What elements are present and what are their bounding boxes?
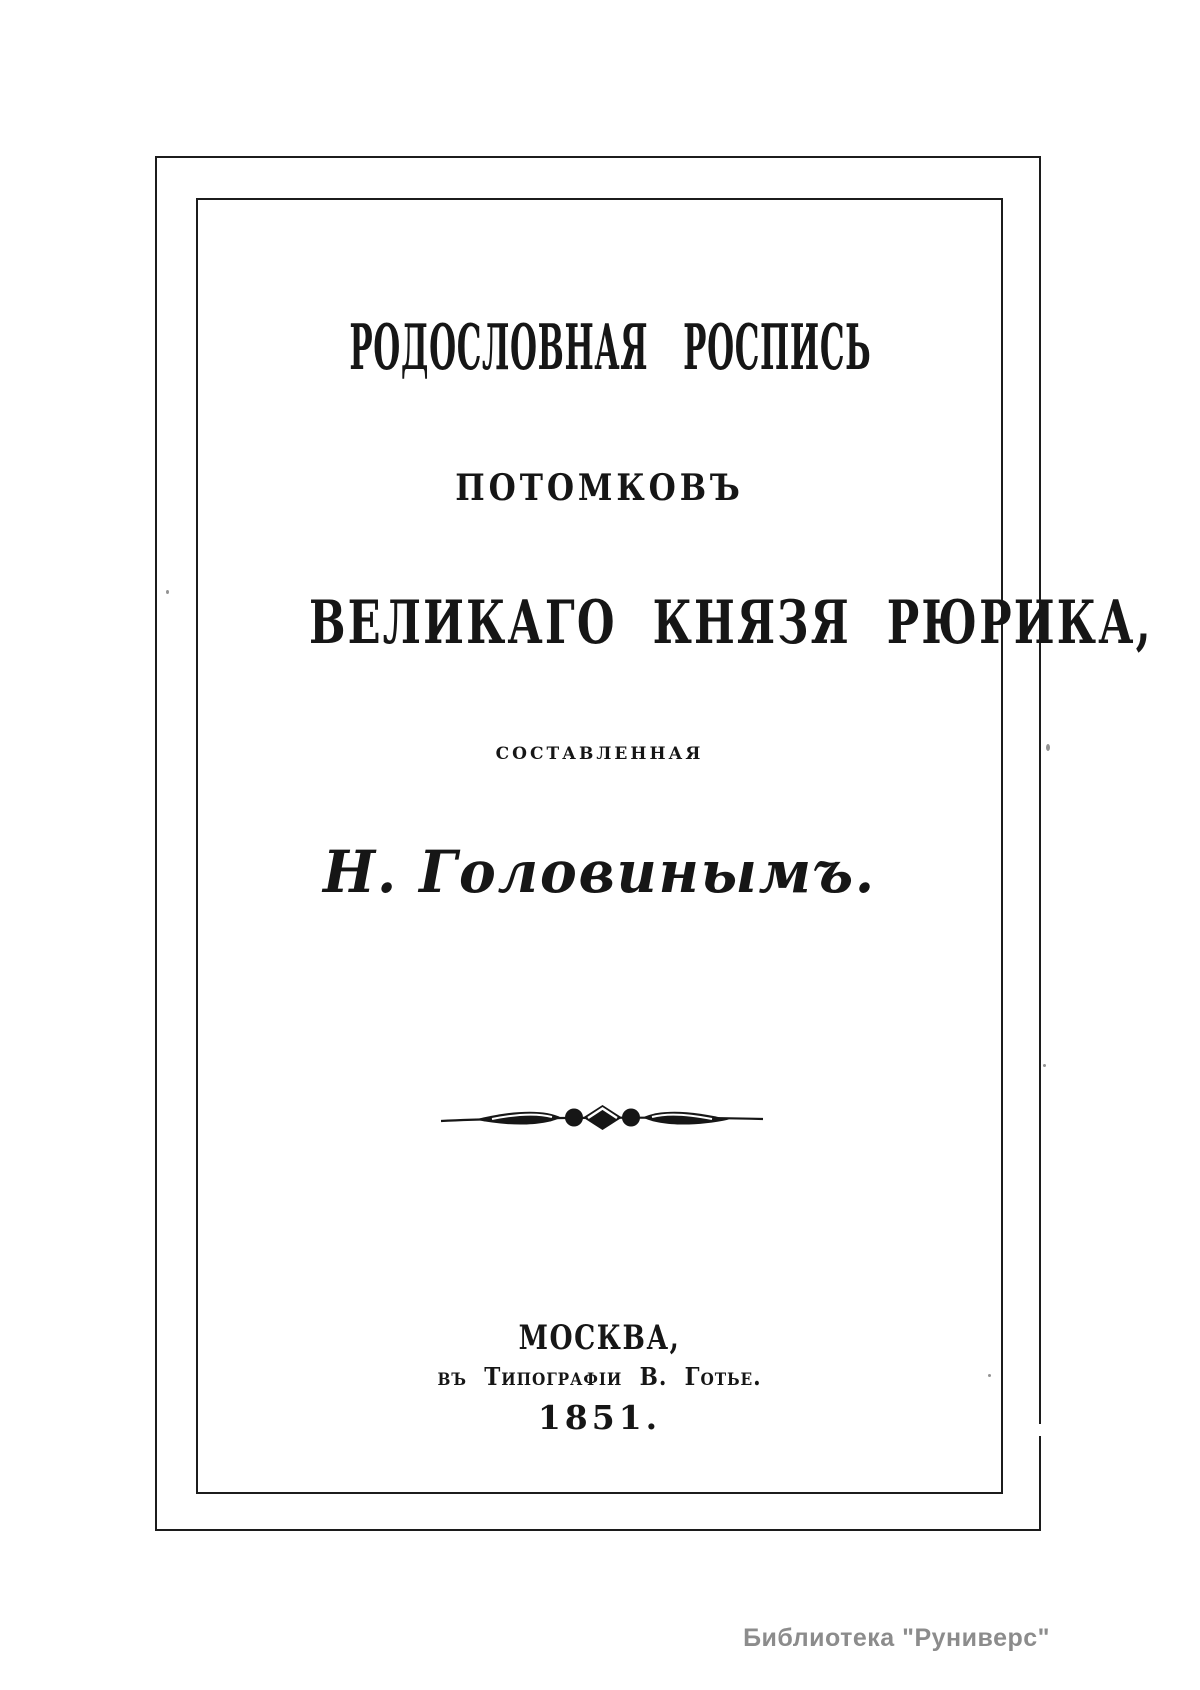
scan-speck — [166, 590, 169, 594]
scan-speck — [1046, 744, 1050, 751]
book-subtitle: ПОТОМКОВЪ — [455, 466, 744, 510]
scan-speck — [988, 1374, 991, 1377]
imprint-publisher: въ Типографіи В. Готье. — [437, 1362, 762, 1391]
compiled-label: СОСТАВЛЕННАЯ — [495, 744, 704, 764]
author-name: Н. Головинымъ. — [322, 838, 877, 906]
imprint-city: МОСКВА, — [518, 1318, 681, 1358]
runivers-watermark: Библиотека "Руниверс" — [743, 1624, 1050, 1652]
imprint-year: 1851. — [537, 1398, 662, 1437]
scan-speck — [1043, 1064, 1046, 1067]
book-title: РОДОСЛОВНАЯ РОСПИСЬ — [349, 310, 872, 385]
divider-ornament-icon — [437, 1096, 767, 1141]
border-scan-gap — [1037, 1424, 1043, 1436]
dedication-line: ВЕЛИКАГО КНЯЗЯ РЮРИКА, — [308, 588, 1153, 658]
